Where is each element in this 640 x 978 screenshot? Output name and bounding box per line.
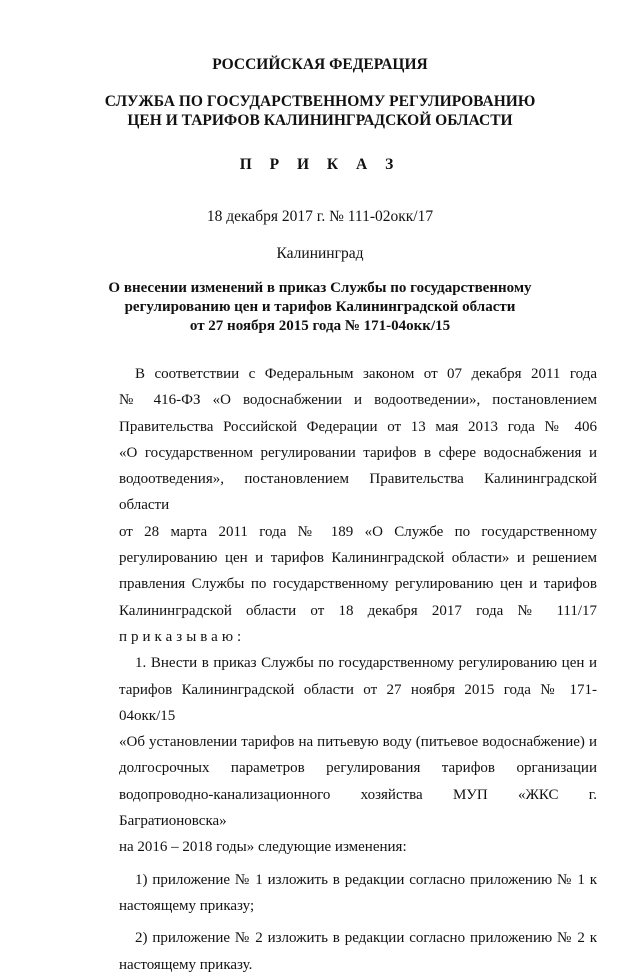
body-line: на 2016 – 2018 годы» следующие изменения: bbox=[119, 839, 407, 856]
title-line: от 27 ноября 2015 года № 171-04окк/15 bbox=[189, 318, 451, 334]
title-line: регулированию цен и тарифов Калининградской области bbox=[124, 299, 516, 315]
body-line: водоотведения», постановлением Правительства Калининградской области bbox=[119, 471, 597, 514]
list-item-line: настоящему приказу. bbox=[119, 956, 253, 973]
document-title bbox=[0, 279, 640, 336]
agency-heading bbox=[0, 92, 640, 130]
title-line: О внесении изменений в приказ Службы по государственному bbox=[108, 280, 532, 296]
body-line: Правительства Российской Федерации от 13 мая 2013 года № 406 bbox=[119, 418, 597, 435]
list-item-line: 2) приложение № 2 изложить в редакции согласно приложению № 2 к bbox=[135, 930, 597, 947]
body-line: В соответствии с Федеральным законом от 07 декабря 2011 года bbox=[135, 366, 597, 382]
document-body bbox=[119, 361, 597, 978]
city: Калининград bbox=[276, 245, 364, 262]
list-item-line: 1) приложение № 1 изложить в редакции согласно приложению № 1 к bbox=[135, 871, 597, 888]
body-line: правления Службы по государственному регулированию цен и тарифов bbox=[119, 576, 597, 593]
order-keyword: приказываю: bbox=[119, 628, 246, 645]
date-number: 18 декабря 2017 г. № 111-02окк/17 bbox=[206, 208, 434, 225]
body-line: от 28 марта 2011 года № 189 «О Службе по государственному bbox=[119, 523, 597, 540]
body-line: 1. Внести в приказ Службы по государственному регулированию цен и bbox=[135, 655, 597, 672]
body-line: регулированию цен и тарифов Калининградской области» и решением bbox=[119, 550, 597, 567]
agency-heading-line: СЛУЖБА ПО ГОСУДАРСТВЕННОМУ РЕГУЛИРОВАНИЮ bbox=[104, 93, 536, 110]
list-item-line: настоящему приказу; bbox=[119, 897, 255, 914]
body-text: Калининградской области от 18 декабря 2017 года № 111/17 bbox=[119, 602, 597, 619]
body-line: № 416-ФЗ «О водоснабжении и водоотведении», постановлением bbox=[119, 392, 597, 409]
body-line bbox=[119, 598, 597, 651]
document-type: П Р И К А З bbox=[239, 156, 401, 173]
body-line: водопроводно-канализационного хозяйства МУП «ЖКС г. Багратионовска» bbox=[119, 786, 597, 830]
agency-heading-line: ЦЕН И ТАРИФОВ КАЛИНИНГРАДСКОЙ ОБЛАСТИ bbox=[127, 112, 513, 129]
body-line: «Об установлении тарифов на питьевую воду (питьевое водоснабжение) и bbox=[119, 734, 597, 751]
body-line: тарифов Калининградской области от 27 ноября 2015 года № 171-04окк/15 bbox=[119, 681, 597, 724]
body-line: «О государственном регулировании тарифов в сфере водоснабжения и bbox=[119, 444, 597, 461]
body-line: долгосрочных параметров регулирования тарифов организации bbox=[119, 760, 597, 777]
country-heading: РОССИЙСКАЯ ФЕДЕРАЦИЯ bbox=[212, 56, 428, 73]
